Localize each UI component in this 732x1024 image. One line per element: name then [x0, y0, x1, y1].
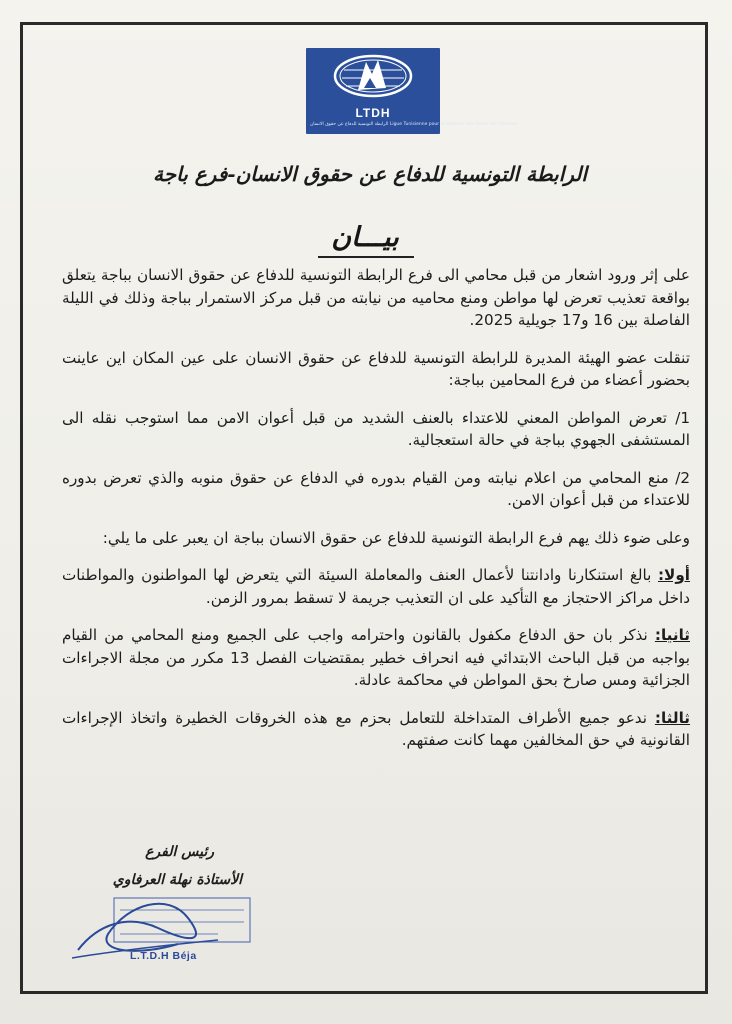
paragraph-visit: تنقلت عضو الهيئة المديرة للرابطة التونسية للدفاع عن حقوق الانسان على عين المكان اين عاينت بحضور أعضاء من فرع المحامين بباجة: — [62, 348, 690, 389]
third-label: ثالثا: — [654, 708, 690, 727]
logo-abbreviation: LTDH — [355, 106, 391, 120]
paragraph-third — [62, 707, 690, 752]
logo-subtitle: الرابطة التونسية للدفاع عن حقوق الانسان Ligue Tunisienne pour la Défense des Droits de l'Homme — [310, 122, 518, 127]
organization-title: الرابطة التونسية للدفاع عن حقوق الانسان-فرع باجة — [153, 162, 587, 186]
second-label: ثانيا: — [654, 626, 690, 644]
signatory-title: رئيس الفرع — [145, 844, 214, 860]
first-label: أولا: — [657, 566, 690, 584]
paragraph-intro: على إثر ورود اشعار من قبل محامي الى فرع الرابطة التونسية للدفاع عن حقوق الانسان بباجة يتعلق بواقعة تعذيب تعرض لها مواطن ومنع محاميه من نيابته من قبل مركز الاستمرار بباجة وذلك في الليلة الفاصلة بين 16 و17 جويلية 2025. — [62, 266, 690, 329]
paragraph-position: وعلى ضوء ذلك يهم فرع الرابطة التونسية للدفاع عن حقوق الانسان بباجة ان يعبر على ما يلي: — [102, 528, 690, 547]
paragraph-finding-1: 1/ تعرض المواطن المعني للاعتداء بالعنف الشديد من قبل أعوان الامن مما استوجب نقله الى المستشفى الجهوي بباجة في حالة استعجالية. — [62, 408, 690, 449]
third-text: ندعو جميع الأطراف المتداخلة للتعامل بحزم مع هذه الخروقات الخطيرة واتخاذ الإجراءات القانونية في حق المخالفين مهما كانت صفتهم. — [62, 708, 690, 749]
statement-body — [62, 264, 690, 767]
paragraph-second — [62, 624, 690, 692]
first-text: بالغ استنكارنا وادانتنا لأعمال العنف والمعاملة السيئة التي يتعرض لها المواطنون والمواطنات داخل مراكز الاحتجاز مع التأكيد على ان التعذيب جريمة لا تسقط بمرور الزمن. — [62, 566, 690, 607]
document-title: بيـــان — [331, 222, 399, 253]
second-text: نذكر بان حق الدفاع مكفول بالقانون واحترامه واجب على الجميع ومنع المحامي من القيام بواجبه من قبل الباحث الابتدائي فيه انحراف خطير بمقتضيات الفصل 13 مكرر من مجلة الاجراءات الجزائية ومس صارخ بحق المواطن في محاكمة عادلة. — [62, 626, 690, 689]
stamp-label: L.T.D.H Béja — [130, 950, 197, 962]
ltdh-logo — [306, 48, 518, 134]
title-underline — [318, 256, 414, 258]
paragraph-first — [62, 564, 690, 609]
paragraph-finding-2: 2/ منع المحامي من اعلام نيابته ومن القيام بدوره في الدفاع عن حقوق منوبه والذي تعرض بدوره للاعتداء من قبل أعوان الامن. — [62, 468, 690, 509]
signatory-name: الأستاذة نهلة العرفاوي — [112, 872, 242, 888]
